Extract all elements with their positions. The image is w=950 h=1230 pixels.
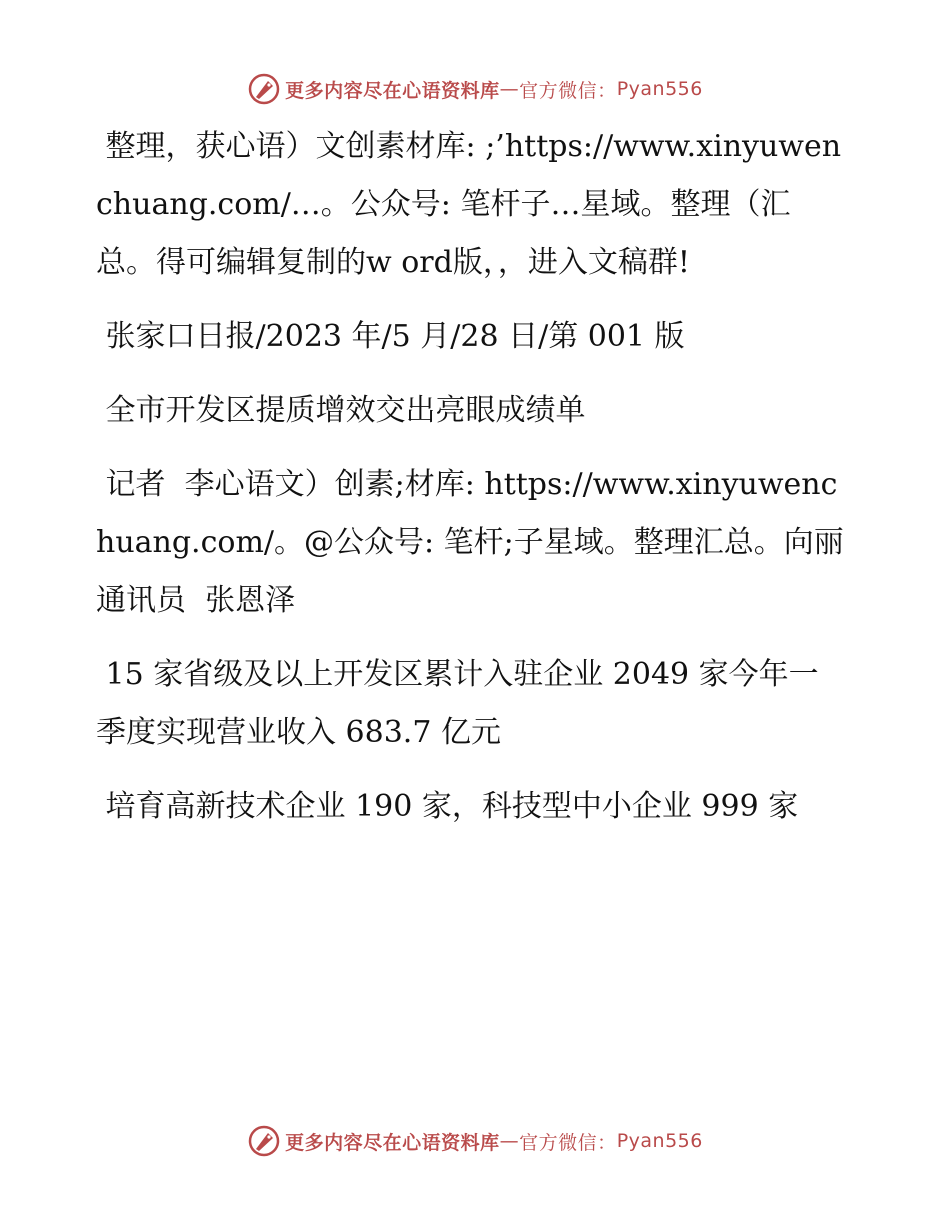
- watermark-dash: —: [499, 1130, 520, 1152]
- pen-nib-logo-icon: [247, 1124, 281, 1158]
- watermark-site-text: 更多内容尽在心语资料库: [285, 1131, 500, 1154]
- watermark-dash: —: [499, 78, 520, 100]
- document-body: [96, 118, 863, 852]
- header-watermark: [0, 72, 950, 106]
- watermark-site-text: 更多内容尽在心语资料库: [285, 79, 500, 102]
- footer-watermark: [0, 1124, 950, 1158]
- watermark-wechat-label: 官方微信：: [519, 79, 617, 102]
- byline-paragraph: 记者 李心语文）创素;材库: https://www.xinyuwenchuang.com/。@公众号: 笔杆;子星域。整理汇总。向丽 通讯员 张恩泽: [96, 467, 863, 618]
- subheadline-tech-firms: 培育高新技术企业 190 家，科技型中小企业 999 家: [96, 789, 799, 824]
- watermark-wechat-label: 官方微信：: [519, 1131, 617, 1154]
- article-title: 全市开发区提质增效交出亮眼成绩单: [96, 393, 586, 428]
- watermark-wechat-id: Pyan556: [616, 1130, 703, 1152]
- watermark-wechat-id: Pyan556: [616, 78, 703, 100]
- subheadline-enterprises: 15 家省级及以上开发区累计入驻企业 2049 家今年一季度实现营业收入 683.7 亿元: [96, 657, 819, 750]
- intro-paragraph: 整理，获心语）文创素材库: ;’https://www.xinyuwenchuang.com/…。公众号: 笔杆子…星域。整理（汇总。得可编辑复制的w ord版，，进入文稿群!: [96, 129, 842, 280]
- publication-line: 张家口日报/2023 年/5 月/28 日/第 001 版: [96, 319, 685, 354]
- pen-nib-logo-icon: [247, 72, 281, 106]
